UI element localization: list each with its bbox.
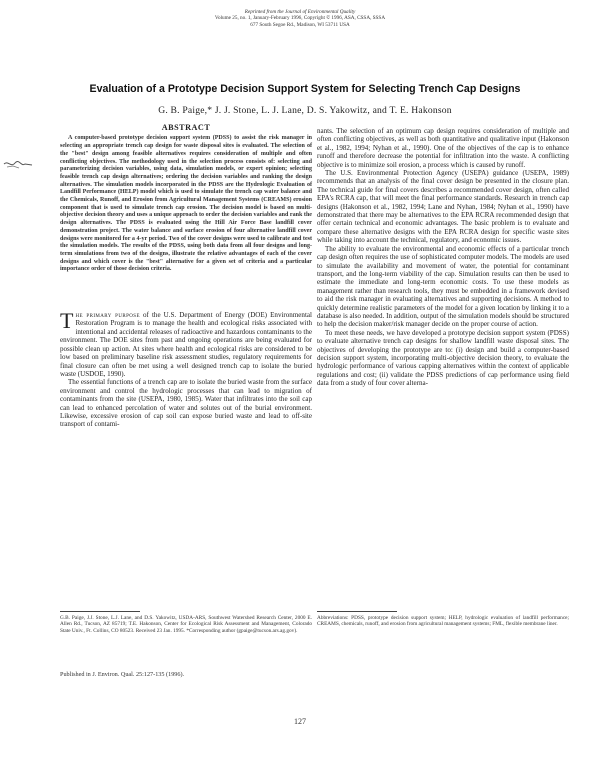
- abbreviations-footnote: Abbreviations: PDSS, prototype decision support system; HELP, hydrologic evaluation of landfill performance; CREAMS, chemicals, runoff, and erosion from agricultural management systems; FML, flexible membrane liner.: [317, 615, 569, 628]
- article-title: Evaluation of a Prototype Decision Support System for Selecting Trench Cap Designs: [89, 83, 521, 95]
- affiliations-footnote: G.B. Paige, J.J. Stone, L.J. Lane, and D.S. Yakowitz, USDA-ARS, Southwest Watershed Research Center, 2000 E. Allen Rd., Tucson, AZ 85719; T.E. Hakonson, Center for Ecological Risk Assessment and Management, Colorado State Univ., Ft. Collins, CO 80523. Received 23 Jan. 1995. *Corresponding author (gpaige@tucson.ars.ag.gov).: [60, 615, 312, 634]
- footnote-rule-left: [60, 611, 140, 612]
- paragraph-computer-models: The ability to evaluate the environmental and economic effects of a particular trench cap design often requires the use of sophisticated computer models. The models are used to simulate the availability and movement of water, the potential for contaminant transport, and the long-term viability of the cap. Simulation results can then be used to estimate the immediate and long-term economic costs. To use these models as management rather than research tools, they must be embedded in a framework devised to aid the risk manager in evaluating alternatives and supporting decisions. A method to quickly determine realistic parameters of the model for a given location by linking it to a database is also needed. In addition, output of the simulation models should be structured to help the decision maker/risk manager decide on the proper course of action.: [317, 244, 569, 329]
- paragraph-usepa-guidance: The U.S. Environmental Protection Agency (USEPA) guidance (USEPA, 1989) recommends that an analysis of the final cover design be presented in the closure plan. The technical guide for final covers describes a recommended cover design, often called EPA's RCRA cap, that will meet the final performance standards. Research in trench cap designs (Hakonson et al., 1982, 1994; Lane and Nyhan, 1984; Nyhan et al., 1990) have demonstrated that there may be alternatives to the EPA RCRA recommended design that offer certain technical and economic advantages. The basic problem is to evaluate and compare these alternative designs with the EPA RCRA design for specific waste sites while taking into account the technical, regulatory, and economic issues.: [317, 169, 569, 245]
- paragraph-trench-cap-functions: The essential functions of a trench cap are to isolate the buried waste from the surface environment and control the hydrologic processes that can lead to migration of contaminants from the site (USEPA, 1980, 1985). Water that infiltrates into the soil cap can lead to enhanced percolation of water and solutes out of the burial environment. Likewise, excessive erosion of cap soil can expose buried waste and lead to off-site transport of contami-: [60, 378, 312, 429]
- left-column: [60, 124, 312, 429]
- reprint-line: Reprinted from the Journal of Environmental Quality: [244, 9, 356, 15]
- lead-paragraph: [60, 308, 312, 378]
- abstract-heading: ABSTRACT: [161, 123, 211, 132]
- address-line: 677 South Segoe Rd., Madison, WI 53711 USA: [250, 21, 350, 28]
- reprint-header: [0, 9, 600, 28]
- page-number: 127: [294, 717, 306, 726]
- abstract-text: [60, 135, 312, 274]
- footnote-rule-right: [317, 611, 397, 612]
- lead-text: of the U.S. Department of Energy (DOE) Environmental Restoration Program is to manage the health and ecological risks associated with intentional and accidental releases of radioactive and hazardous contaminants to the environment. The DOE sites from past and ongoing operations are being evaluated for possible clean up action. At sites where health and ecological risks are considered to be low based on preliminary baseline risk assessment studies, regulatory requirements for final closure can often be met using a well designed trench cap to isolate the buried waste (USDOE, 1990).: [60, 311, 312, 378]
- abstract-body: A computer-based prototype decision support system (PDSS) to assist the risk manager in selecting an appropriate trench cap design for waste disposal sites is evaluated. The selection of the "best" design among feasible alternatives requires consideration of multiple and often conflicting objectives. The methodology used in the selection process consists of: selecting and parameterizing decision variables, using data, simulation models, or expert opinion; selecting feasible trench cap design alternatives; ordering the decision variables and ranking the design alternatives. The simulation models incorporated in the PDSS are the Hydrologic Evaluation of Landfill Performance (HELP) model which is used to simulate the trench cap water balance and the Chemicals, Runoff, and Erosion from Agricultural Management Systems (CREAMS) erosion component that is used to simulate trench cap erosion. The decision model is based on multi-objective decision theory and uses a unique approach to order the decision variables and rank the design alternatives. The PDSS is evaluated using the Hill Air Force Base landfill cover demonstration project. The water balance and surface erosion of four alternative landfill cover designs were monitored for a 4-yr period. Two of the cover designs were used to calibrate and test the simulation models. The results of the PDSS, using both data from all four designs and long-term simulations from two of the designs, illustrate the relative advantages of each of the cover designs and which cover is the "best" alternative for a given set of criteria and a particular importance order of those decision criteria.: [60, 135, 312, 273]
- paragraph-pdss-objectives: To meet these needs, we have developed a prototype decision support system (PDSS) to evaluate alternative trench cap designs for shallow landfill waste disposal sites. The objectives of developing the prototype are to: (i) design and build a computer-based decision support system, incorporating multi-objective decision theory, to evaluate the hydrologic performance of various capping alternatives within the context of applicable regulations and cost; (ii) validate the PDSS predictions of cap performance using field data from a study of four cover alterna-: [317, 328, 569, 388]
- paragraph-continued: nants. The selection of an optimum cap design requires consideration of multiple and often conflicting objectives, as well as both quantitative and qualitative input (Hakonson et al., 1982, 1994; Nyhan et al., 1990). One of the objectives of the cap is to enhance runoff and therefore decrease the potential for infiltration into the waste. A conflicting objective is to minimize soil erosion, a process which is caused by runoff.: [317, 127, 569, 169]
- volume-line: Volume 25, no. 1, January-February 1996, Copyright © 1996, ASA, CSSA, SSSA: [214, 15, 386, 22]
- article-authors: G. B. Paige,* J. J. Stone, L. J. Lane, D. S. Yakowitz, and T. E. Hakonson: [158, 105, 452, 116]
- drop-cap: T: [60, 308, 74, 334]
- right-column: [317, 125, 569, 388]
- lead-smallcaps: he primary purpose: [75, 311, 140, 320]
- publication-line: Published in J. Environ. Qual. 25:127-135 (1996).: [60, 671, 185, 678]
- margin-scribble-icon: [3, 158, 33, 172]
